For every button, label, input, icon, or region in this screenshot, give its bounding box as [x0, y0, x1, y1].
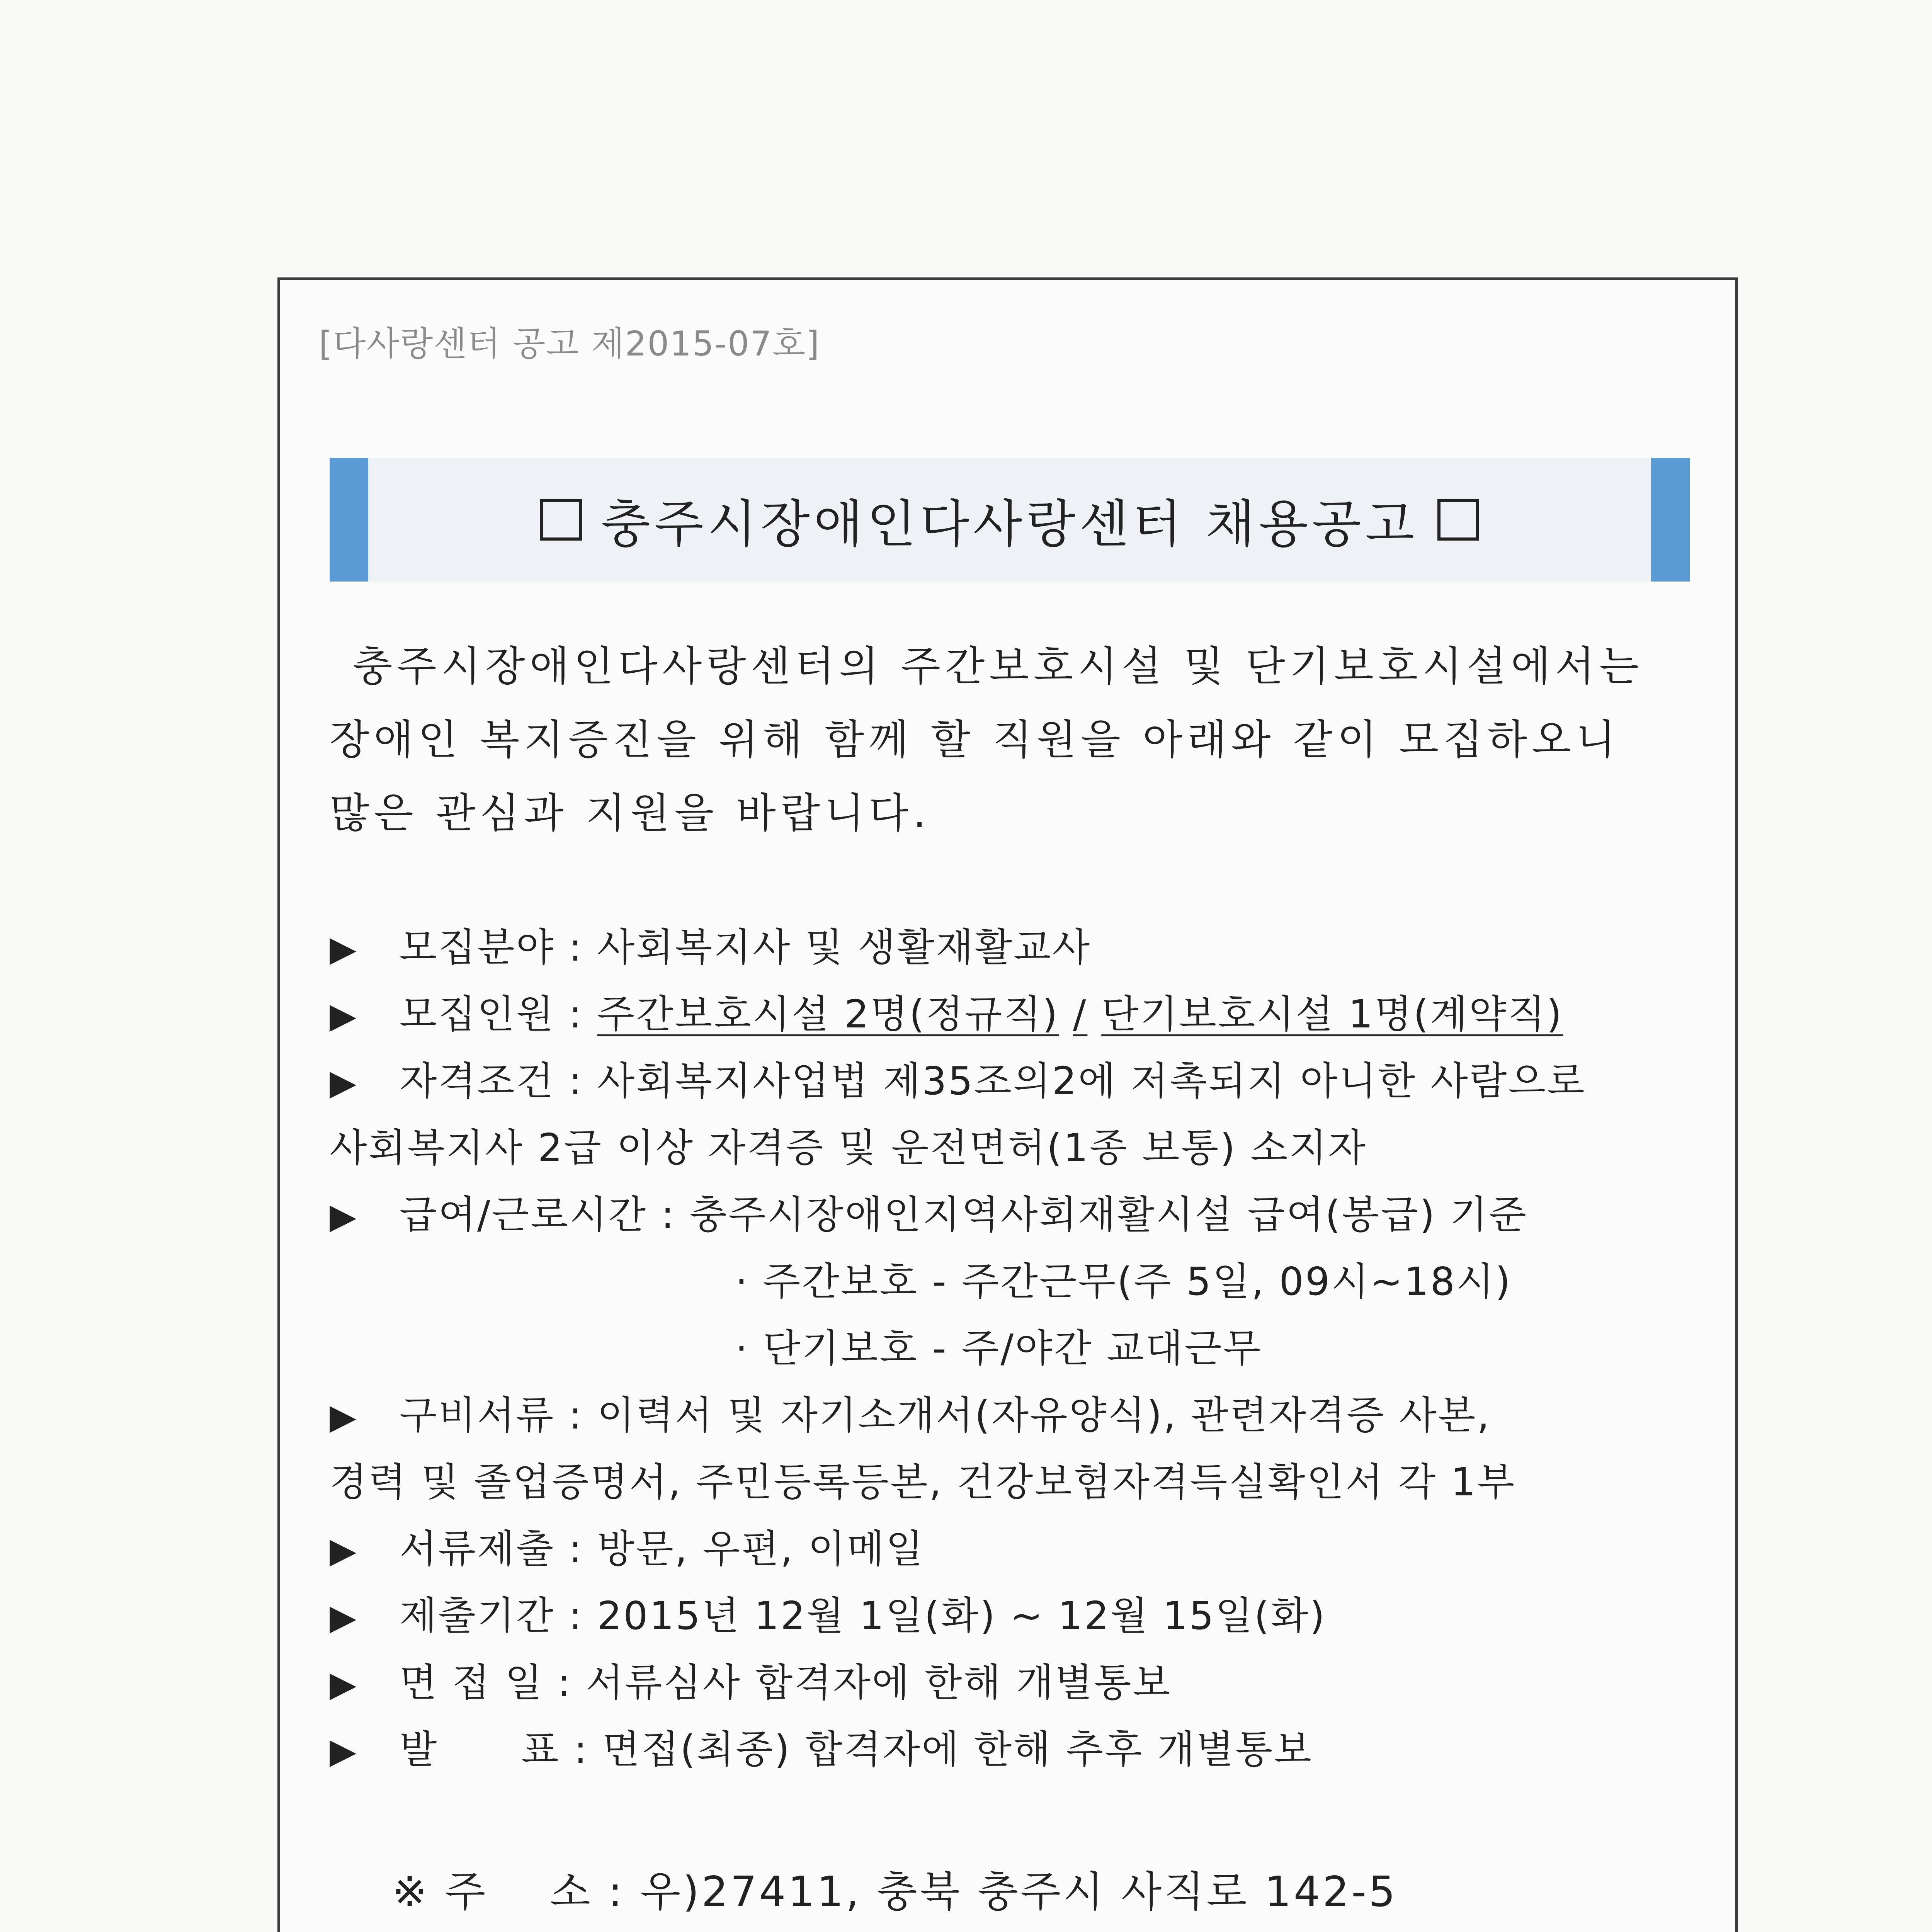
intro-line-1: 충주시장애인다사랑센터의 주간보호시설 및 단기보호시설에서는	[353, 643, 1644, 690]
item-field	[330, 914, 1697, 981]
item-submission	[330, 1515, 1697, 1582]
headcount-day-care: 주간보호시설 2명(정규직)	[597, 992, 1059, 1037]
notice-number: [다사랑센터 공고 제2015-07호]	[319, 324, 820, 364]
period-label: 제출기간 :	[399, 1593, 583, 1638]
triangle-bullet-icon: ▶	[330, 929, 358, 969]
triangle-bullet-icon: ▶	[330, 1664, 358, 1704]
intro-paragraph	[330, 630, 1690, 850]
field-label: 모집분야 :	[399, 925, 583, 970]
triangle-bullet-icon: ▶	[330, 1062, 358, 1103]
intro-line-2: 장애인 복지증진을 위해 함께 할 직원을 아래와 같이 모집하오니	[330, 716, 1620, 764]
interview-label: 면 접 일 :	[399, 1660, 572, 1705]
documents-value-1: 이력서 및 자기소개서(자유양식), 관련자격증 사본,	[597, 1393, 1491, 1438]
documents-label: 구비서류 :	[399, 1393, 583, 1438]
triangle-bullet-icon: ▶	[330, 1530, 358, 1571]
intro-line-3: 많은 관심과 지원을 바랍니다.	[330, 789, 931, 837]
interview-value: 서류심사 합격자에 한해 개별통보	[586, 1660, 1172, 1705]
qualification-value-1: 사회복지사업법 제35조의2에 저촉되지 아니한 사람으로	[597, 1058, 1586, 1104]
triangle-bullet-icon: ▶	[330, 1396, 358, 1437]
page-title: 충주시장애인다사랑센터 채용공고	[601, 495, 1418, 554]
pay-value: 충주시장애인지역사회재활시설 급여(봉급) 기준	[689, 1192, 1528, 1237]
headcount-short-term: 단기보호시설 1명(계약직)	[1101, 992, 1563, 1037]
pay-label: 급여/근로시간 :	[399, 1192, 676, 1237]
item-headcount	[330, 981, 1697, 1048]
address-value: 우)27411, 충북 충주시 사직로 142-5	[640, 1868, 1398, 1916]
item-announcement	[330, 1716, 1697, 1783]
item-pay	[330, 1181, 1697, 1248]
title-bar	[330, 458, 1690, 582]
field-value: 사회복지사 및 생활재활교사	[597, 925, 1092, 970]
item-period	[330, 1582, 1697, 1649]
item-qualification	[330, 1048, 1697, 1114]
triangle-bullet-icon: ▶	[330, 1731, 358, 1771]
submission-value: 방문, 우편, 이메일	[597, 1526, 925, 1571]
headcount-label: 모집인원 :	[399, 992, 583, 1037]
item-interview	[330, 1649, 1697, 1716]
announcement-label: 발 표 :	[399, 1727, 589, 1772]
qualification-value-2: 사회복지사 2급 이상 자격증 및 운전면허(1종 보통) 소지자	[330, 1125, 1367, 1170]
item-documents	[330, 1382, 1697, 1449]
checkbox-square-icon	[540, 499, 582, 541]
submission-label: 서류제출 :	[399, 1526, 583, 1571]
period-value: 2015년 12월 1일(화) ~ 12월 15일(화)	[597, 1593, 1327, 1638]
qualification-label: 자격조건 :	[399, 1058, 583, 1104]
contact-address	[392, 1859, 1667, 1925]
address-value-2	[392, 1925, 1667, 1932]
triangle-bullet-icon: ▶	[330, 1196, 358, 1236]
pay-sub-short: · 단기보호 - 주/야간 교대근무	[735, 1326, 1262, 1371]
triangle-bullet-icon: ▶	[330, 995, 358, 1036]
contact-block	[392, 1859, 1667, 1932]
triangle-bullet-icon: ▶	[330, 1597, 358, 1638]
pay-sub-day: · 주간보호 - 주간근무(주 5일, 09시~18시)	[735, 1259, 1512, 1304]
notice-frame	[277, 277, 1738, 1932]
documents-value-2: 경력 및 졸업증명서, 주민등록등본, 건강보험자격득실확인서 각 1부	[330, 1459, 1516, 1505]
headcount-separator: /	[1073, 992, 1088, 1037]
address-label: ※ 주 소 :	[392, 1868, 625, 1916]
recruitment-items	[330, 914, 1697, 1783]
checkbox-square-icon	[1437, 499, 1479, 541]
announcement-value: 면접(최종) 합격자에 한해 추후 개별통보	[602, 1727, 1313, 1772]
